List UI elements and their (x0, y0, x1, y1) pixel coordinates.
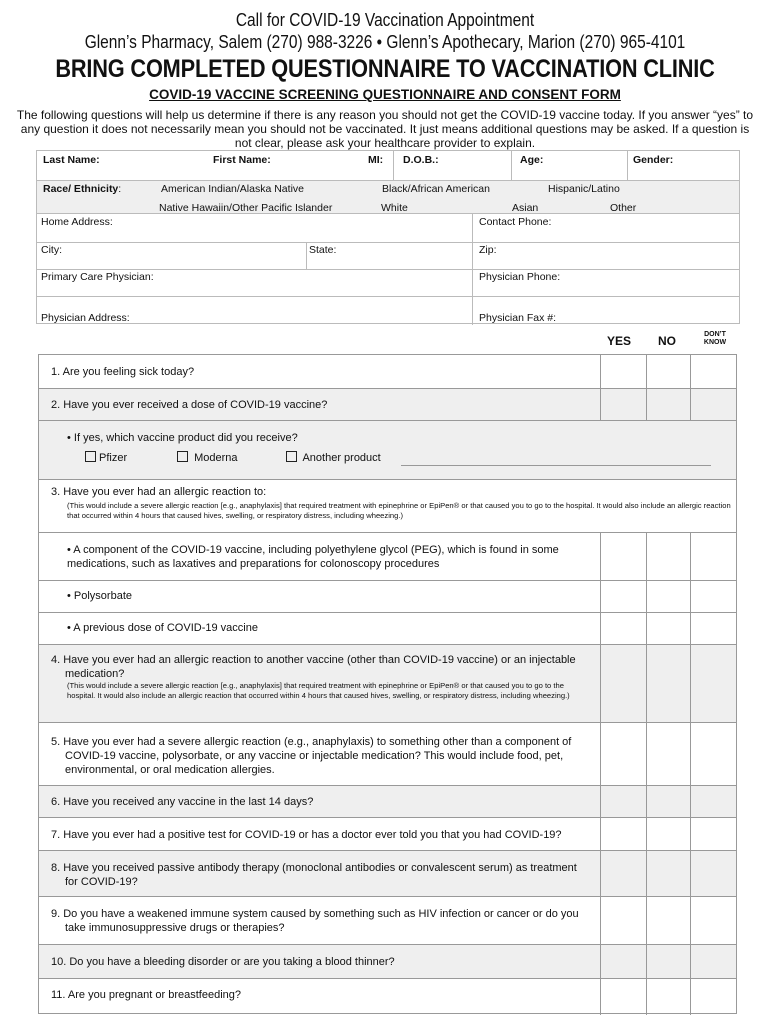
question-7: 7. Have you ever had a positive test for COVID-19 or has a doctor ever told you that you had COVID-19? (51, 829, 562, 841)
moderna-option[interactable]: Moderna (177, 451, 237, 464)
header-bring: BRING COMPLETED QUESTIONNAIRE TO VACCINATION CLINIC (55, 55, 715, 83)
another-product-checkbox[interactable] (286, 451, 297, 462)
mi-label: MI: (368, 154, 384, 166)
race-option[interactable]: Black/African American (382, 183, 490, 195)
contact-phone-label: Contact Phone: (479, 216, 552, 228)
home-address-label: Home Address: (41, 216, 113, 228)
answer-boxes-3-11[interactable] (600, 533, 736, 1015)
dob-label: D.O.B.: (403, 154, 439, 166)
another-product-option[interactable]: Another product (286, 451, 381, 464)
physician-fax-label: Physician Fax #: (479, 312, 557, 324)
dont-know-column-header: DON’T KNOW (703, 331, 727, 346)
physician-phone-label: Physician Phone: (479, 271, 561, 283)
question-1: 1. Are you feeling sick today? (51, 366, 195, 378)
header-pharmacies: Glenn’s Pharmacy, Salem (270) 988-3226 • Glenn’s Apothecary, Marion (270) 965-4101 (84, 32, 686, 52)
moderna-checkbox[interactable] (177, 451, 188, 462)
no-column-header: NO (658, 334, 676, 348)
question-3: 3. Have you ever had an allergic reaction to: (This would include a severe allergic reaction [e.g., anaphylaxis] that required treatment with epinephrine or EpiPen® or that caused you to go to the hospital. It would also include an allergic reaction that occurred within 4 hours that caused hives, swelling, or respiratory distress, including wheezing.) (51, 486, 731, 520)
demographics-section (36, 150, 740, 324)
questions-table (38, 354, 737, 1014)
question-2: 2. Have you ever received a dose of COVID-19 vaccine? (51, 399, 328, 411)
question-11: 11. Are you pregnant or breastfeeding? (51, 989, 241, 1001)
another-product-line[interactable] (401, 465, 711, 466)
question-4: 4. Have you ever had an allergic reaction to another vaccine (other than COVID-19 vaccine) or an injectable medication? (This would include a severe allergic reaction [e.g., anaphylaxis] that required treatment with epinephrine or EpiPen® or that caused you to go to the hospital. It would also include an allergic reaction that occurred within 4 hours that caused hives, swelling, or respiratory distress, including wheezing.) (51, 654, 576, 700)
question-3b: • Polysorbate (67, 590, 132, 602)
pfizer-option[interactable]: Pfizer (85, 451, 127, 464)
race-option[interactable]: Native Hawaiin/Other Pacific Islander (159, 202, 333, 214)
question-3a: • A component of the COVID-19 vaccine, including polyethylene glycol (PEG), which is found in some medications, such as laxatives and preparations for colonoscopy procedures (67, 544, 559, 570)
pcp-label: Primary Care Physician: (41, 271, 154, 283)
race-option[interactable]: Other (610, 202, 637, 214)
pfizer-checkbox[interactable] (85, 451, 96, 462)
intro-text: The following questions will help us determine if there is any reason you should not get the COVID-19 vaccine today. If you answer “yes” to any question it does not necessarily mean you should not be vaccinated. It just means additional questions may be asked. If a question is not clear, please ask your healthcare provider to explain. (16, 108, 754, 150)
header-call: Call for COVID-19 Vaccination Appointment (235, 10, 535, 30)
question-10: 10. Do you have a bleeding disorder or are you taking a blood thinner? (51, 956, 395, 968)
gender-label: Gender: (633, 154, 674, 166)
question-9: 9. Do you have a weakened immune system caused by something such as HIV infection or cancer or do you take immunosuppressive drugs or therapies? (51, 908, 579, 934)
question-2-followup: • If yes, which vaccine product did you receive? (67, 432, 298, 444)
answer-boxes-1-2[interactable] (600, 355, 736, 421)
age-label: Age: (520, 154, 544, 166)
question-row-2-product (39, 421, 736, 480)
race-option[interactable]: Asian (512, 202, 539, 214)
form-subtitle: COVID-19 VACCINE SCREENING QUESTIONNAIRE AND CONSENT FORM (149, 87, 621, 102)
race-option[interactable]: Hispanic/Latino (548, 183, 620, 195)
question-8: 8. Have you received passive antibody therapy (monoclonal antibodies or convalescent serum) as treatment for COVID-19? (51, 862, 577, 888)
physician-address-label: Physician Address: (41, 312, 130, 324)
city-label: City: (41, 244, 62, 256)
question-6: 6. Have you received any vaccine in the last 14 days? (51, 796, 314, 808)
question-5: 5. Have you ever had a severe allergic reaction (e.g., anaphylaxis) to something other than a component of COVID-19 vaccine, polysorbate, or any vaccine or injectable medication? This would include food, pet, environmental, or oral medication allergies. (51, 736, 572, 776)
race-label: Race/ Ethnicity: (43, 183, 122, 195)
race-option[interactable]: American Indian/Alaska Native (161, 183, 304, 195)
first-name-label: First Name: (213, 154, 271, 166)
yes-column-header: YES (607, 334, 632, 348)
last-name-label: Last Name: (43, 154, 100, 166)
race-option[interactable]: White (381, 202, 408, 214)
question-3c: • A previous dose of COVID-19 vaccine (67, 622, 258, 634)
state-label: State: (309, 244, 337, 256)
zip-label: Zip: (479, 244, 497, 256)
